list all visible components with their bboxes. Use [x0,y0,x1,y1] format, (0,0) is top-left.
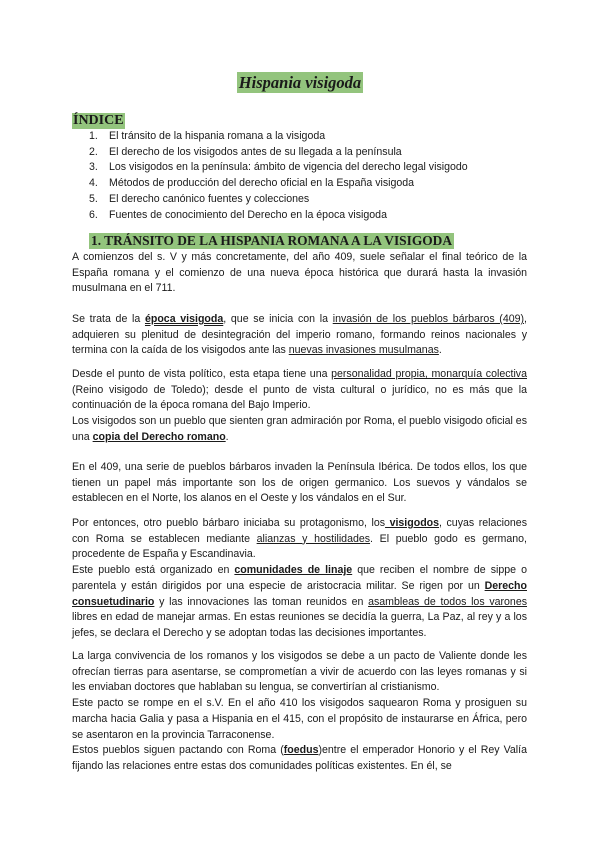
toc-item: 2. El derecho de los visigodos antes de su llegada a la península [89,145,402,158]
paragraph-10: Estos pueblos siguen pactando con Roma (foedus)entre el emperador Honorio y el Rey Valía fijando las relaciones entre estas dos comunidades políticas existentes. En él, se [72,744,527,772]
paragraph-4: Los visigodos son un pueblo que sienten gran admiración por Roma, el pueblo visigodo oficial es una copia del Derecho romano. [72,415,527,443]
paragraph-1: A comienzos del s. V y más concretamente, del año 409, suele señalar el final teórico de la España romana y el comienzo de una nueva época histórica que durará hasta la invasión musulmana en el 711. [72,251,527,295]
paragraph-6: Por entonces, otro pueblo bárbaro iniciaba su protagonismo, los visigodos, cuyas relaciones con Roma se establecen mediante alianzas y hostilidades. El pueblo godo es germano, procedente de España y Escandinavia. Este pueblo está organizado en comunidades de linaje que reciben el nombre de sippe o parentela y están dirigidos por una especie de aristocracia militar. Se rigen por un Derecho consuetudinario y las innovaciones las toman reunidos en asambleas de todos los varones libres en edad de manejar armas. En estas reuniones se decidía la guerra, La Paz, al rey y a los jefes, se declara el Derecho y se adoptan todas las decisiones importantes. [72,516,527,642]
index-heading: ÍNDICE [73,113,124,128]
toc-item: 4. Métodos de producción del derecho oficial en la España visigoda [89,177,415,190]
paragraph-8: La larga convivencia de los romanos y los visigodos se debe a un pacto de Valiente donde les ofrecían tierras para asentarse, se comprometían a vivir de acuerdo con las leyes romanas y si les enviaban doctores que hablaban su lengua, se convertirían al cristianismo. Este pacto se rompe en el s.V. En el año 410 los visigodos saquearon Roma y prosiguen su marcha hacia Galia y pasa a Hispania en el 415, con el propósito de instaurarse en África, pero se asentaron en la provincia Tarraconense. Estos pueblos siguen pactando con Roma (foedus)entre el emperador Honorio y el Rey Valía fijando las relaciones entre estas dos comunidades políticas existentes. En él, se [72,649,527,775]
toc-item: 1. El tránsito de la hispania romana a la visigoda [89,130,326,142]
toc-item: 5. El derecho canónico fuentes y colecciones [89,192,310,205]
table-of-contents [89,129,468,223]
paragraph-7: Este pueblo está organizado en comunidades de linaje que reciben el nombre de sippe o parentela y están dirigidos por una especie de aristocracia militar. Se rigen por un Derecho consuetudinario y las innovaciones las toman reunidos en asambleas de todos los varones libres en edad de manejar armas. En estas reuniones se decidía la guerra, La Paz, al rey y a los jefes, se declara el Derecho y se adoptan todas las decisiones importantes. [72,564,528,639]
paragraph-5: En el 409, una serie de pueblos bárbaros invaden la Península Ibérica. De todos ellos, los que tienen un papel más importante son los de origen germanico. Los suevos y vándalos se establecen en el Norte, los alanos en el Oeste y los vándalos en el Sur. [72,461,527,505]
toc-item: 6. Fuentes de conocimiento del Derecho en la época visigoda [89,208,387,221]
paragraph-2: Se trata de la época visigoda, que se inicia con la invasión de los pueblos bárbaros (409), adquieren su plenitud de desintegración del imperio romano, formando reinos nacionales y termina con la caída de los visigodos ante las nuevas invasiones musulmanas. [72,313,527,357]
document-title: Hispania visigoda [238,73,362,92]
toc-item: 3. Los visigodos en la península: ámbito de vigencia del derecho legal visigodo [89,161,468,174]
paragraph-3: Desde el punto de vista político, esta etapa tiene una personalidad propia, monarquía colectiva (Reino visigodo de Toledo); desde el punto de vista cultural o jurídico, no es más que la continuación de la época romana del Bajo Imperio. Los visigodos son un pueblo que sienten gran admiración por Roma, el pueblo visigodo oficial es una copia del Derecho romano. [72,367,527,446]
paragraph-9: Este pacto se rompe en el s.V. En el año 410 los visigodos saquearon Roma y prosiguen su marcha hacia Galia y pasa a Hispania en el 415, con el propósito de instaurarse en África, pero se asentaron en la provincia Tarraconense. [72,697,527,741]
section-heading: 1. TRÁNSITO DE LA HISPANIA ROMANA A LA VISIGODA [91,233,453,248]
